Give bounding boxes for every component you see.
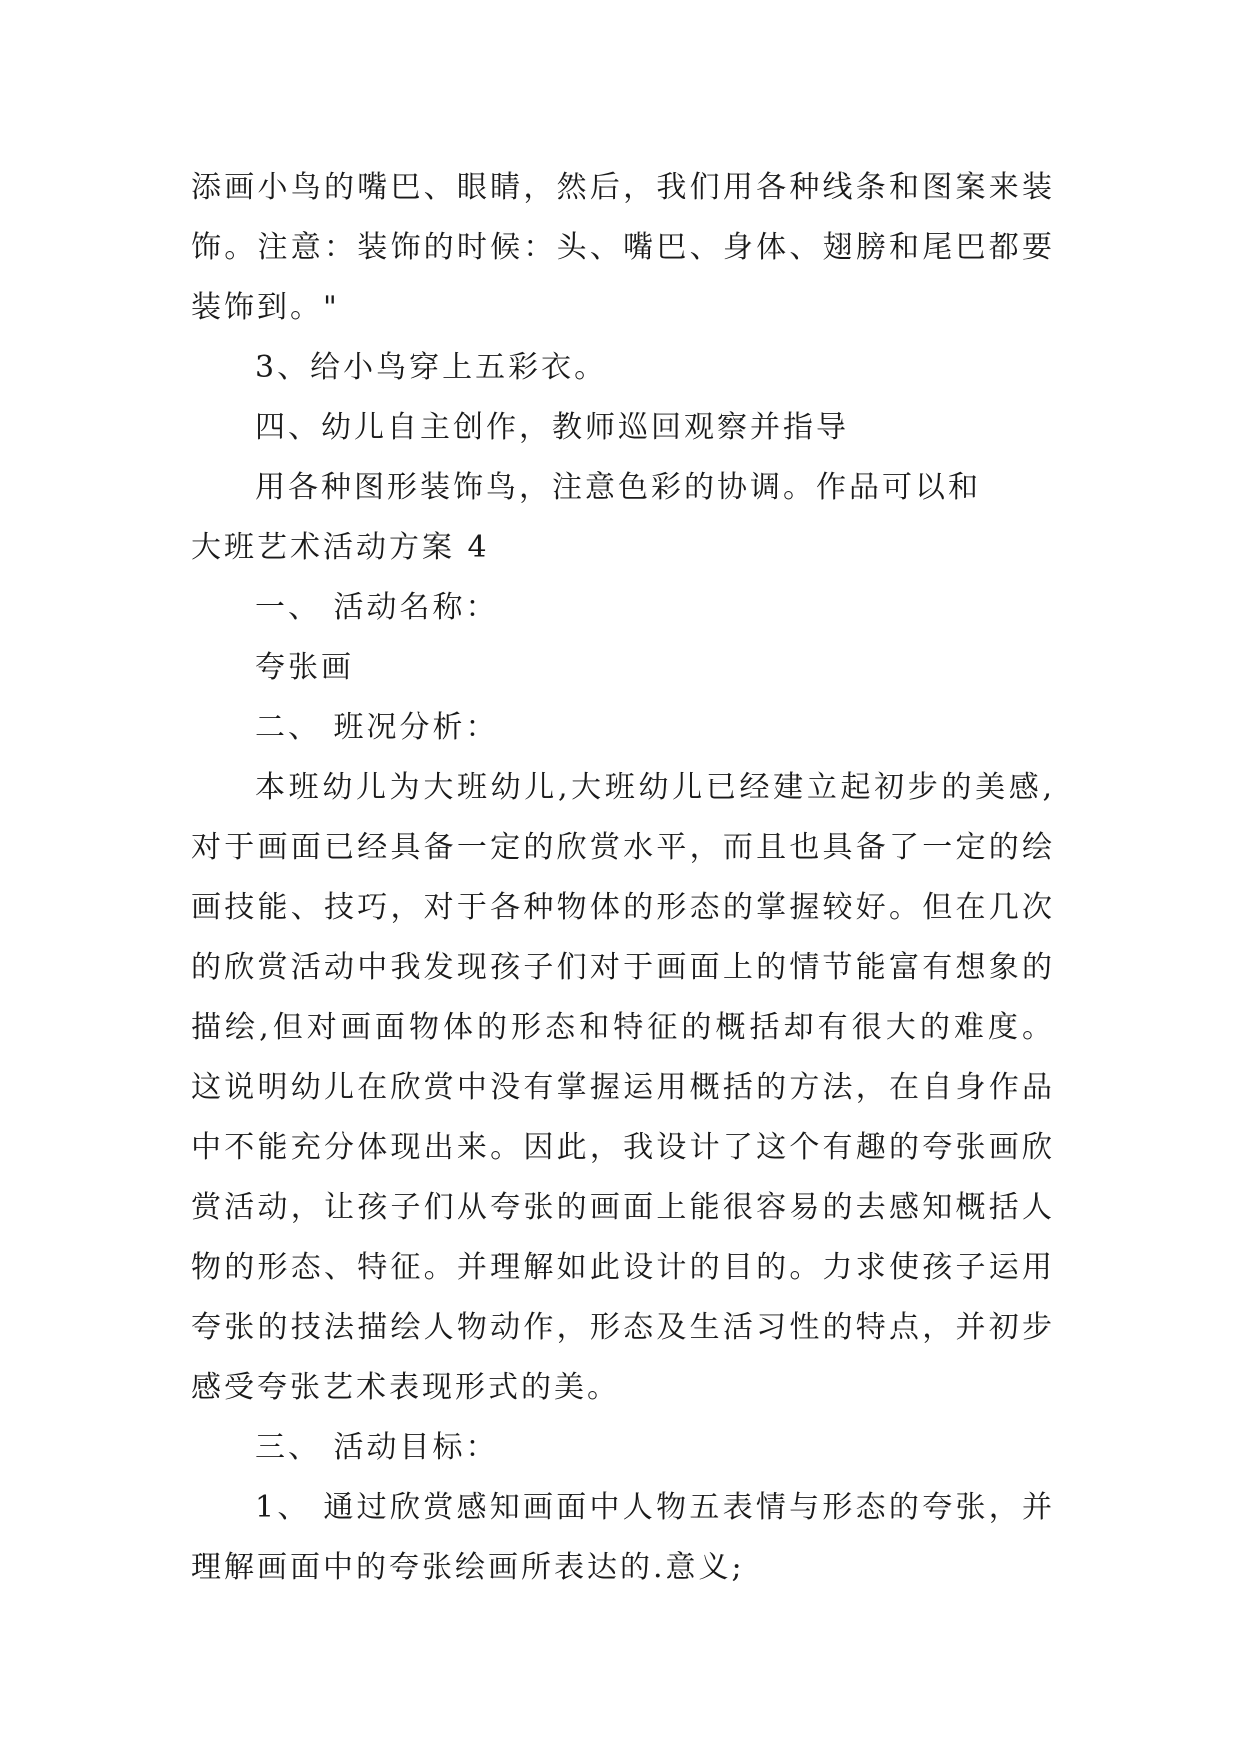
activity-name-value: 夸张画	[255, 650, 354, 685]
heading-activity-name: 一、 活动名称：	[255, 590, 499, 625]
paragraph-step-3: 3、给小鸟穿上五彩衣。	[255, 350, 608, 385]
paragraph-goal-1: 1、 通过欣赏感知画面中人物五表情与形态的夸张，并理解画面中的夸张绘画所表达的.意义;	[191, 1490, 1055, 1585]
plan-title: 大班艺术活动方案 4	[191, 530, 490, 565]
paragraph-class-analysis: 本班幼儿为大班幼儿,大班幼儿已经建立起初步的美感,对于画面已经具备一定的欣赏水平，而且也具备了一定的绘画技能、技巧，对于各种物体的形态的掌握较好。但在几次的欣赏活动中我发现孩子们对于画面上的情节能富有想象的描绘,但对画面物体的形态和特征的概括却有很大的难度。这说明幼儿在欣赏中没有掌握运用概括的方法，在自身作品中不能充分体现出来。因此，我设计了这个有趣的夸张画欣赏活动，让孩子们从夸张的画面上能很容易的去感知概括人物的形态、特征。并理解如此设计的目的。力求使孩子运用夸张的技法描绘人物动作，形态及生活习性的特点，并初步感受夸张艺术表现形式的美。	[191, 770, 1055, 1405]
paragraph-continuation: 添画小鸟的嘴巴、眼睛，然后，我们用各种线条和图案来装饰。注意：装饰的时候：头、嘴巴、身体、翅膀和尾巴都要装饰到。"	[191, 170, 1055, 325]
paragraph-decoration-note: 用各种图形装饰鸟，注意色彩的协调。作品可以和	[255, 470, 981, 505]
heading-class-analysis: 二、 班况分析：	[255, 710, 499, 745]
paragraph-section-4: 四、幼儿自主创作，教师巡回观察并指导	[255, 410, 849, 445]
document-body	[191, 158, 1055, 1598]
heading-activity-goals: 三、 活动目标：	[255, 1430, 499, 1465]
